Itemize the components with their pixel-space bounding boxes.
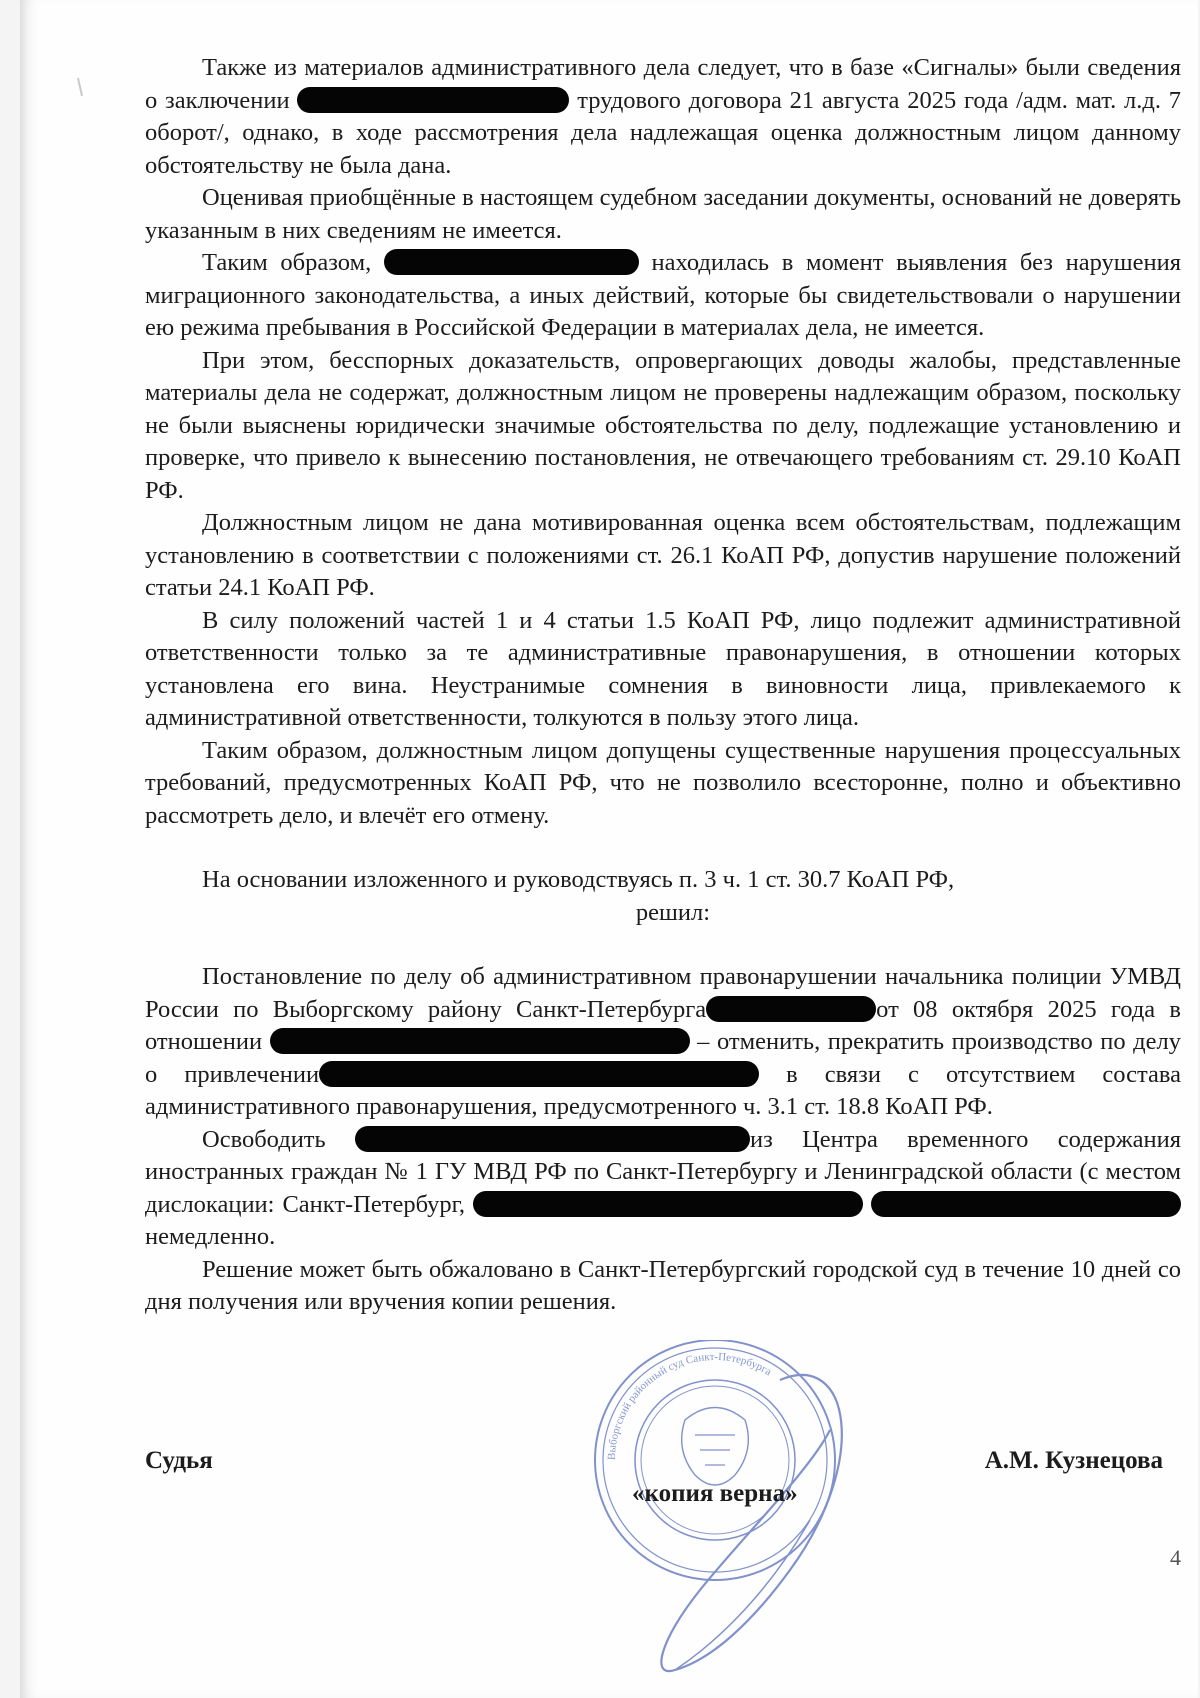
redaction-block [270,1028,690,1054]
paragraph-ruling: Постановление по делу об административном правонарушении начальника полиции УМВД России по Выборгскому району Санкт-Петербурга от 08 октября 2025 года в отношении – отменить, прекратить производство по делу о привлечении в связи с отсутствием состава административного правонарушения, предусмотренного ч. 3.1 ст. 18.8 КоАП РФ. [145,963,1181,1120]
redaction-block [355,1126,750,1152]
document-body [145,52,1181,1319]
signature-row [145,1447,1163,1475]
paragraph-signals-database: Также из материалов административного дела следует, что в базе «Сигналы» были сведения о заключении трудового договора 21 августа 2025 года /адм. мат. л.д. 7 оборот/, однако, в ходе рассмотрения дела надлежащая оценка должностным лицом данному обстоятельству не была дана. [145,54,1181,179]
judge-name: А.М. Кузнецова [984,1447,1163,1474]
paragraph-grounds: На основании изложенного и руководствуясь п. 3 ч. 1 ст. 30.7 КоАП РФ, [202,866,955,893]
redaction-block [384,249,639,275]
paragraph-documents-assessment: Оценивая приобщённые в настоящем судебном заседании документы, оснований не доверять указанным в них сведениям не имеется. [145,184,1181,244]
paragraph-presumption: В силу положений частей 1 и 4 статьи 1.5 КоАП РФ, лицо подлежит административной ответственности только за те административные правонарушения, в отношении которых установлена его вина. Неустранимые сомнения в виновности лица, привлекаемого к административной ответственности, толкуются в пользу этого лица. [145,606,1181,731]
certified-copy-mark: «копия верна» [632,1480,798,1507]
paragraph-appeal: Решение может быть обжаловано в Санкт-Петербургский городской суд в течение 10 дней со дня получения или вручения копии решения. [145,1255,1181,1315]
decided-heading: решил: [635,898,711,926]
court-seal [580,1340,860,1680]
paragraph-no-assessment: Должностным лицом не дана мотивированная оценка всем обстоятельствам, подлежащим установлению в соответствии с положениями ст. 26.1 КоАП РФ, допустив нарушение положений статьи 24.1 КоАП РФ. [145,509,1181,601]
document-page [20,0,1198,1698]
paragraph-release: Освободить из Центра временного содержания иностранных граждан № 1 ГУ МВД РФ по Санкт-Петербургу и Ленинградской области (с местом дислокации: Санкт-Петербург, немедленно. [145,1125,1181,1250]
page-number: 4 [1170,1545,1181,1570]
redaction-block [319,1061,759,1087]
redaction-block [871,1191,1181,1217]
seal-text: Выборгский районный суд Санкт-Петербурга [605,1350,774,1461]
redaction-block [706,996,876,1022]
redaction-block [473,1191,863,1217]
paragraph-no-evidence: При этом, бесспорных доказательств, опровергающих доводы жалобы, представленные материалы дела не содержат, должностным лицом не проверены надлежащим образом, поскольку не были выяснены юридически значимые обстоятельства по делу, подлежащие установлению и проверке, что привело к вынесению постановления, не отвечающего требованиям ст. 29.10 КоАП РФ. [145,346,1181,504]
redaction-block [297,87,569,113]
paragraph-no-violation: Таким образом, находилась в момент выявления без нарушения миграционного законодательства, а иных действий, которые бы свидетельствовали о нарушении ею режима пребывания в Российской Федерации в материалах дела, не имеется. [145,249,1181,341]
paragraph-violations: Таким образом, должностным лицом допущены существенные нарушения процессуальных требований, предусмотренных КоАП РФ, что не позволило всесторонне, полно и объективно рассмотреть дело, и влечёт его отмену. [145,736,1181,829]
judge-label: Судья [145,1447,213,1474]
